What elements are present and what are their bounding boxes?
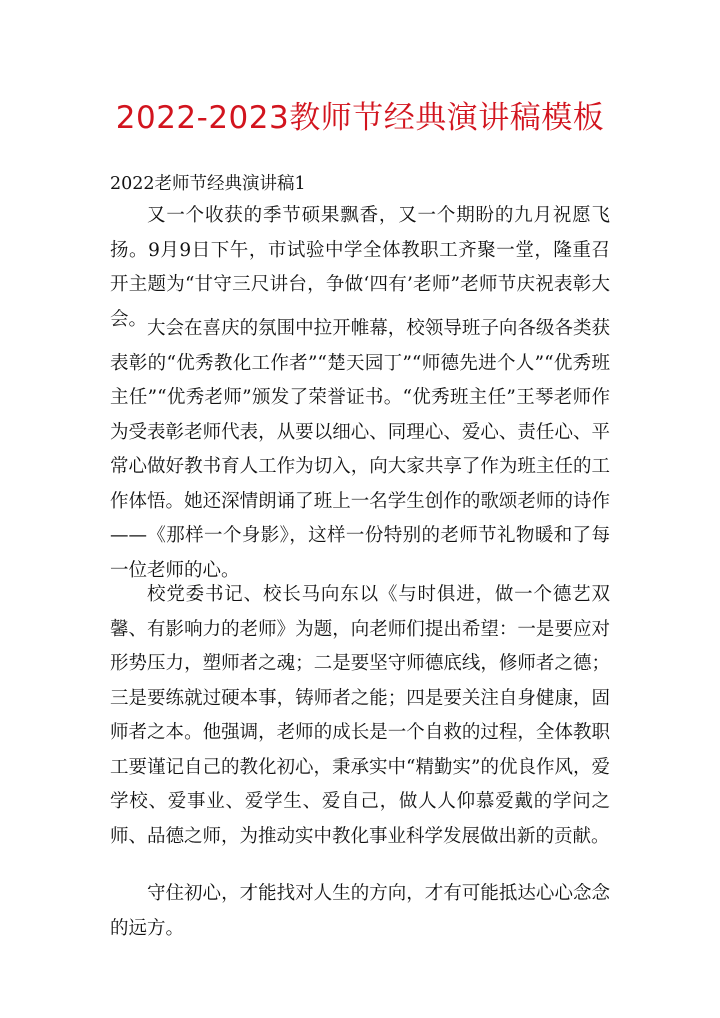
paragraph-2: 大会在喜庆的氛围中拉开帷幕，校领导班子向各级各类获表彰的“优秀教化工作者”“楚天园丁”“师德先进个人”“优秀班主任”“优秀老师”颁发了荣誉证书。“优秀班主任”王琴老师作为受表彰老师代表，从要以细心、同理心、爱心、责任心、平常心做好教书育人工作为切入，向大家共享了作为班主任的工作体悟。她还深情朗诵了班上一名学生创作的歌颂老师的诗作——《那样一个身影》，这样一份特别的老师节礼物暖和了每一位老师的心。 bbox=[110, 318, 610, 581]
document-title: 2022-2023教师节经典演讲稿模板 bbox=[115, 100, 605, 136]
paragraph-4: 守住初心，才能找对人生的方向，才有可能抵达心心念念的远方。 bbox=[110, 883, 610, 939]
section-heading: 2022老师节经典演讲稿1 bbox=[110, 174, 306, 194]
paragraph-3: 校党委书记、校长马向东以《与时俱进，做一个德艺双馨、有影响力的老师》为题，向老师们提出希望：一是要应对形势压力，塑师者之魂；二是要坚守师德底线，修师者之德；三是要练就过硬本事，铸师者之能；四是要关注自身健康，固师者之本。他强调，老师的成长是一个自救的过程，全体教职工要谨记自己的教化初心，秉承实中“精勤实”的优良作风，爱学校、爱事业、爱学生、爱自己，做人人仰慕爱戴的学问之师、品德之师，为推动实中教化事业科学发展做出新的贡献。 bbox=[110, 584, 610, 847]
paragraph-1: 又一个收获的季节硕果飘香，又一个期盼的九月祝愿飞扬。9月9日下午，市试验中学全体教职工齐聚一堂，隆重召开主题为“甘守三尺讲台，争做‘四有’老师”老师节庆祝表彰大会。 bbox=[110, 205, 610, 330]
